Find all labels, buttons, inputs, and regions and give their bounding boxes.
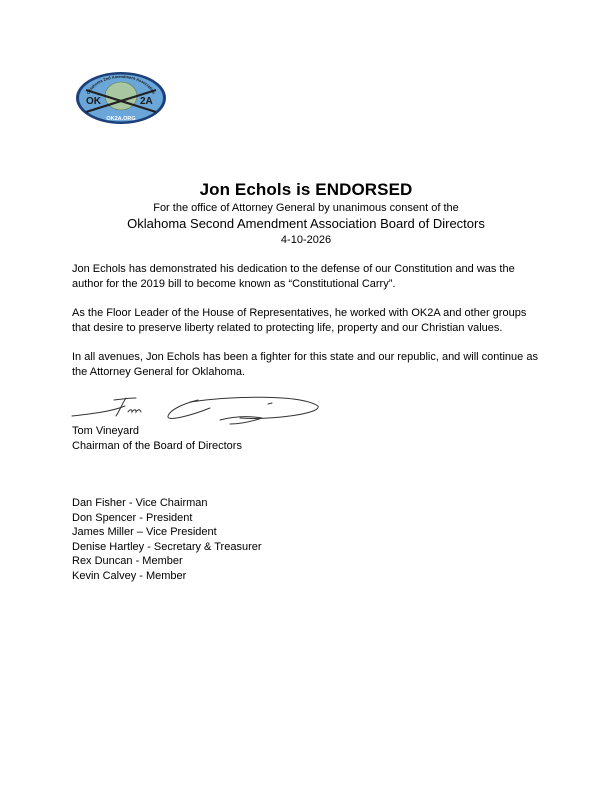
ok2a-logo xyxy=(74,70,168,126)
body-paragraph: In all avenues, Jon Echols has been a fighter for this state and our republic, and will continue as the Attorney General for Oklahoma. xyxy=(72,351,538,378)
ok2a-seal-icon xyxy=(74,70,168,126)
signer-title: Chairman of the Board of Directors xyxy=(72,440,242,452)
logo-2a-text: 2A xyxy=(140,96,153,107)
endorsement-title: Jon Echols is ENDORSED xyxy=(199,180,413,199)
board-member: Don Spencer - President xyxy=(72,511,193,524)
board-member: Dan Fisher - Vice Chairman xyxy=(72,497,208,509)
signer-name: Tom Vineyard xyxy=(72,425,140,437)
organization-name: Oklahoma Second Amendment Association Board of Directors xyxy=(127,216,485,231)
endorsement-date: 4-10-2026 xyxy=(280,234,332,246)
board-members-list xyxy=(72,496,262,584)
board-member: Rex Duncan - Member xyxy=(72,555,183,568)
board-member: Kevin Calvey - Member xyxy=(72,569,187,582)
signer-block xyxy=(72,424,242,454)
logo-ok-text: OK xyxy=(86,96,101,107)
board-member: James Miller – Vice President xyxy=(72,526,217,539)
body-paragraph: As the Floor Leader of the House of Representatives, he worked with OK2A and other groups that desire to preserve liberty related to protecting life, property and our Christian values. xyxy=(72,307,527,334)
handwritten-signature xyxy=(70,394,322,426)
board-member: Denise Hartley - Secretary & Treasurer xyxy=(72,540,262,553)
signature-icon xyxy=(70,394,322,426)
logo-url-text: OK2A.ORG xyxy=(106,116,136,122)
logo-arc-text: Oklahoma 2nd Amendment Association xyxy=(85,73,157,95)
body-paragraph: Jon Echols has demonstrated his dedication to the defense of our Constitution and was the author for the 2019 bill to become known as “Constitutional Carry”. xyxy=(72,263,515,290)
endorsement-subtitle: For the office of Attorney General by unanimous consent of the xyxy=(153,202,459,214)
